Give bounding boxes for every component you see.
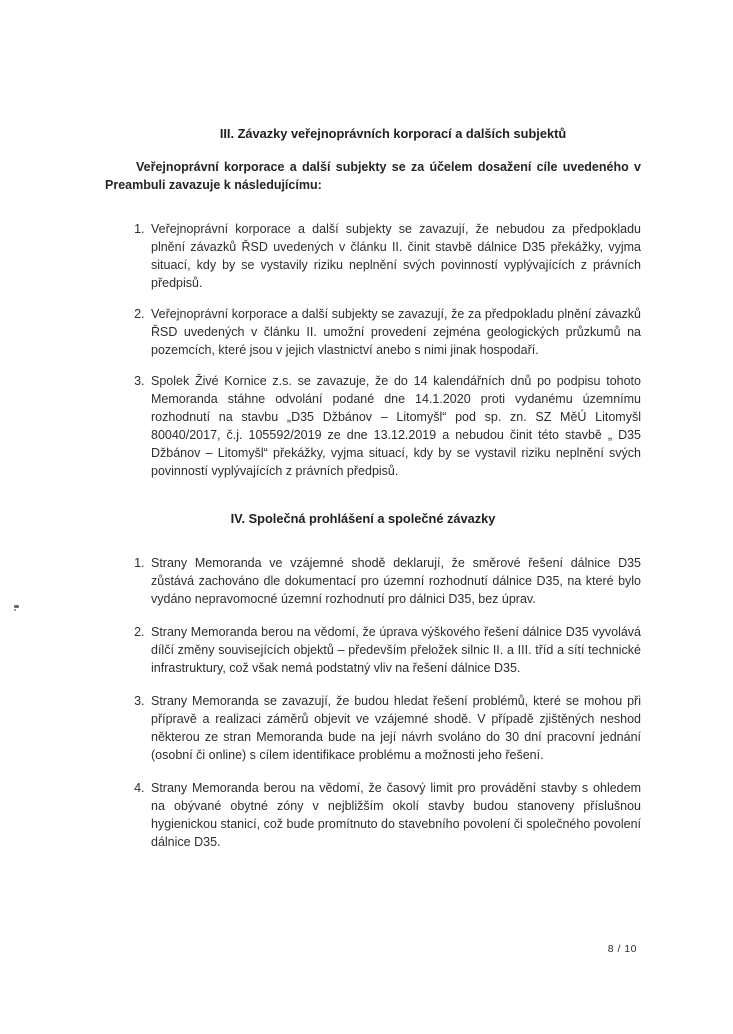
list-item: 2. Strany Memoranda berou na vědomí, že úprava výškového řešení dálnice D35 vyvolává dílčí změny souvisejících objektů – především přeložek silnic II. a III. tříd a sítí technické infrastruktury, což však nemá podstatný vliv na řešení dálnice D35.	[148, 623, 641, 677]
list-item: 3. Strany Memoranda se zavazují, že budou hledat řešení problémů, které se mohou při přípravě a realizaci záměrů objevit ve vzájemné shodě. V případě zjištěných neshod některou ze stran Memoranda bude na její návrh svoláno do 30 dní pracovní jednání (osobní či online) s cílem identifikace problému a možnosti jeho řešení.	[148, 692, 641, 764]
page-number: 8 / 10	[607, 943, 637, 955]
list-item: 2. Veřejnoprávní korporace a další subjekty se zavazují, že za předpokladu plnění závazků ŘSD uvedených v článku II. umožní provedení zejména geologických průzkumů na pozemcích, které jsou v jejich vlastnictví anebo s nimi jinak hospodaří.	[148, 305, 641, 359]
document-content	[105, 0, 641, 851]
scan-artifact	[14, 605, 19, 608]
list-item: 4. Strany Memoranda berou na vědomí, že časový limit pro provádění stavby s ohledem na obývané obytné zóny v nejbližším okolí stavby budou stanoveny příslušnou hygienickou stanicí, což bude promítnuto do stavebního povolení či společného povolení dálnice D35.	[148, 779, 641, 851]
section-heading-iii: III. Závazky veřejnoprávních korporací a dalších subjektů	[219, 126, 567, 141]
list-item: 1. Veřejnoprávní korporace a další subjekty se zavazují, že nebudou za předpokladu plnění závazků ŘSD uvedených v článku II. činit stavbě dálnice D35 překážky, vyjma situací, kdy by se vystavily riziku neplnění svých povinností vyplývajících z právních předpisů.	[148, 220, 641, 292]
intro-paragraph: Veřejnoprávní korporace a další subjekty se za účelem dosažení cíle uvedeného v Preambuli zavazuje k následujícímu:	[105, 160, 641, 192]
section-iv-list	[105, 554, 641, 851]
list-item: 1. Strany Memoranda ve vzájemné shodě deklarují, že směrové řešení dálnice D35 zůstává zachováno dle dokumentací pro územní rozhodnutí dálnice D35, na které bylo vydáno nepravomocné územní rozhodnutí pro dálnici D35, bez úprav.	[148, 554, 641, 608]
section-heading-iv: IV. Společná prohlášení a společné závazky	[230, 511, 496, 526]
list-item: 3. Spolek Živé Kornice z.s. se zavazuje, že do 14 kalendářních dnů po podpisu tohoto Memoranda stáhne odvolání podané dne 14.1.2020 proti vydanému územnímu rozhodnutí na stavbu „D35 Džbánov – Litomyšl“ pod sp. zn. SZ MěÚ Litomyšl 80040/2017, č.j. 105592/2019 ze dne 13.12.2019 a nebudou činit této stavbě „ D35 Džbánov – Litomyšl“ překážky, vyjma situací, kdy by se vystavil riziku neplnění svých povinností vyplývajících z právních předpisů.	[148, 372, 641, 480]
section-iii-list	[105, 220, 641, 480]
